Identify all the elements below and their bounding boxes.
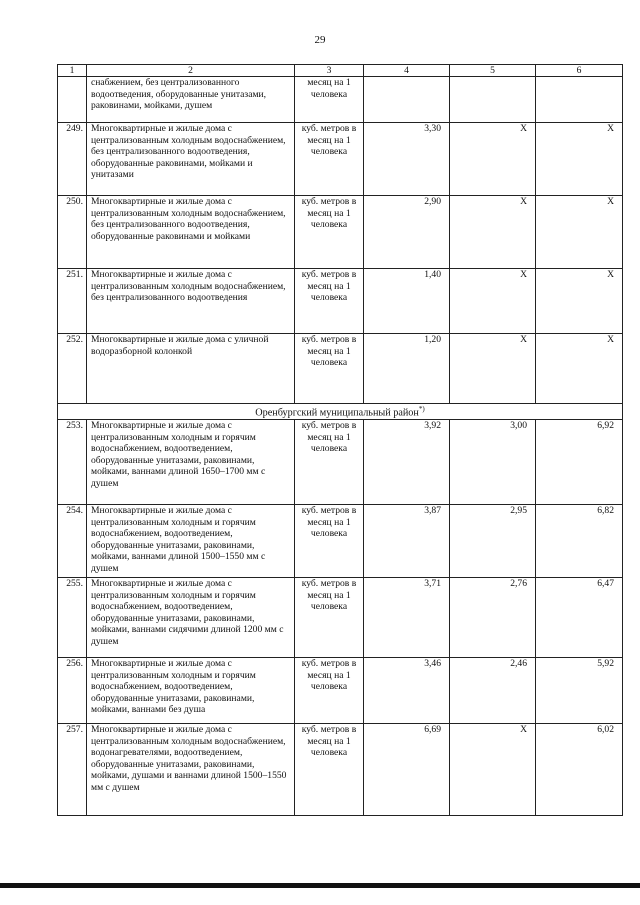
table-row (58, 657, 623, 723)
row-unit: куб. метров в месяц на 1 человека (295, 504, 364, 577)
row-unit: куб. метров в месяц на 1 человека (295, 196, 364, 269)
region-row (58, 404, 623, 420)
row-value-col4: 1,40 (364, 269, 450, 334)
row-value-col5: 2,95 (450, 504, 536, 577)
row-value-col4: 3,87 (364, 504, 450, 577)
row-value-col6: 6,02 (536, 723, 623, 815)
row-value-col5: Х (450, 723, 536, 815)
table-row (58, 577, 623, 657)
table-row (58, 504, 623, 577)
row-description: Многоквартирные и жилые дома с централизованным холодным и горячим водоснабжением, водоотведением, оборудованные унитазами, раковинами, мойками, ваннами сидячими длиной 1200 мм с душем (87, 577, 295, 657)
table-header-row (58, 65, 623, 77)
row-description: Многоквартирные и жилые дома с централизованным холодным и горячим водоснабжением, водоотведением, оборудованные унитазами, раковинами, мойками, ваннами без душа (87, 657, 295, 723)
column-header: 5 (450, 65, 536, 77)
row-number: 249. (58, 123, 87, 196)
row-number: 253. (58, 419, 87, 504)
row-unit: куб. метров в месяц на 1 человека (295, 334, 364, 404)
row-value-col4: 3,46 (364, 657, 450, 723)
cell (450, 77, 536, 123)
row-unit: куб. метров в месяц на 1 человека (295, 123, 364, 196)
row-number: 257. (58, 723, 87, 815)
row-value-col5: 2,46 (450, 657, 536, 723)
row-description: Многоквартирные и жилые дома с централизованным холодным водоснабжением, без централизованного водоотведения, оборудованные раковинами и мойками (87, 196, 295, 269)
row-value-col5: 2,76 (450, 577, 536, 657)
row-value-col6: Х (536, 196, 623, 269)
region-title: Оренбургский муниципальный район*) (58, 404, 623, 420)
row-value-col6: 6,47 (536, 577, 623, 657)
row-number (58, 77, 87, 123)
row-unit: куб. метров в месяц на 1 человека (295, 723, 364, 815)
row-value-col6: 6,82 (536, 504, 623, 577)
row-number: 254. (58, 504, 87, 577)
column-header: 4 (364, 65, 450, 77)
row-unit: куб. метров в месяц на 1 человека (295, 269, 364, 334)
row-value-col4: 3,30 (364, 123, 450, 196)
table-row (58, 123, 623, 196)
cell (536, 77, 623, 123)
row-value-col5: Х (450, 123, 536, 196)
row-value-col6: 5,92 (536, 657, 623, 723)
table-row (58, 269, 623, 334)
table-row (58, 334, 623, 404)
row-value-col6: Х (536, 269, 623, 334)
table-row (58, 723, 623, 815)
column-header: 3 (295, 65, 364, 77)
cell (364, 77, 450, 123)
column-header: 6 (536, 65, 623, 77)
row-value-col4: 1,20 (364, 334, 450, 404)
row-unit: куб. метров в месяц на 1 человека (295, 657, 364, 723)
row-number: 252. (58, 334, 87, 404)
region-footnote-mark: *) (418, 405, 425, 413)
column-header: 2 (87, 65, 295, 77)
row-number: 255. (58, 577, 87, 657)
row-description: Многоквартирные и жилые дома с централизованным холодным и горячим водоснабжением, водоотведением, оборудованные унитазами, раковинами, мойками, ваннами длиной 1650–1700 мм с душем (87, 419, 295, 504)
table-row-continued (58, 77, 623, 123)
row-number: 250. (58, 196, 87, 269)
row-value-col5: Х (450, 269, 536, 334)
row-value-col4: 3,92 (364, 419, 450, 504)
table-row (58, 196, 623, 269)
row-unit: куб. метров в месяц на 1 человека (295, 419, 364, 504)
row-value-col4: 6,69 (364, 723, 450, 815)
norms-table (57, 64, 623, 816)
row-value-col5: 3,00 (450, 419, 536, 504)
row-number: 251. (58, 269, 87, 334)
row-value-col5: Х (450, 196, 536, 269)
row-unit: месяц на 1 человека (295, 77, 364, 123)
row-value-col6: Х (536, 123, 623, 196)
bottom-rule (0, 883, 640, 888)
row-value-col6: Х (536, 334, 623, 404)
row-description: Многоквартирные и жилые дома с централизованным холодным водоснабжением, без централизованного водоотведения (87, 269, 295, 334)
row-number: 256. (58, 657, 87, 723)
row-description: снабжением, без централизованного водоотведения, оборудованные унитазами, раковинами, мойками, душем (87, 77, 295, 123)
row-value-col4: 2,90 (364, 196, 450, 269)
row-value-col5: Х (450, 334, 536, 404)
column-header: 1 (58, 65, 87, 77)
table-row (58, 419, 623, 504)
row-value-col6: 6,92 (536, 419, 623, 504)
row-description: Многоквартирные и жилые дома с централизованным холодным и горячим водоснабжением, водоотведением, оборудованные унитазами, раковинами, мойками, ваннами длиной 1500–1550 мм с душем (87, 504, 295, 577)
row-description: Многоквартирные и жилые дома с централизованным холодным водоснабжением, без централизованного водоотведения, оборудованные раковинами, мойками и унитазами (87, 123, 295, 196)
page-number: 29 (314, 34, 326, 46)
row-unit: куб. метров в месяц на 1 человека (295, 577, 364, 657)
row-value-col4: 3,71 (364, 577, 450, 657)
row-description: Многоквартирные и жилые дома с централизованным холодным водоснабжением, водонагревателями, водоотведением, оборудованные унитазами, раковинами, мойками, душами и ваннами длиной 1500–1550 мм с душем (87, 723, 295, 815)
row-description: Многоквартирные и жилые дома с уличной водоразборной колонкой (87, 334, 295, 404)
